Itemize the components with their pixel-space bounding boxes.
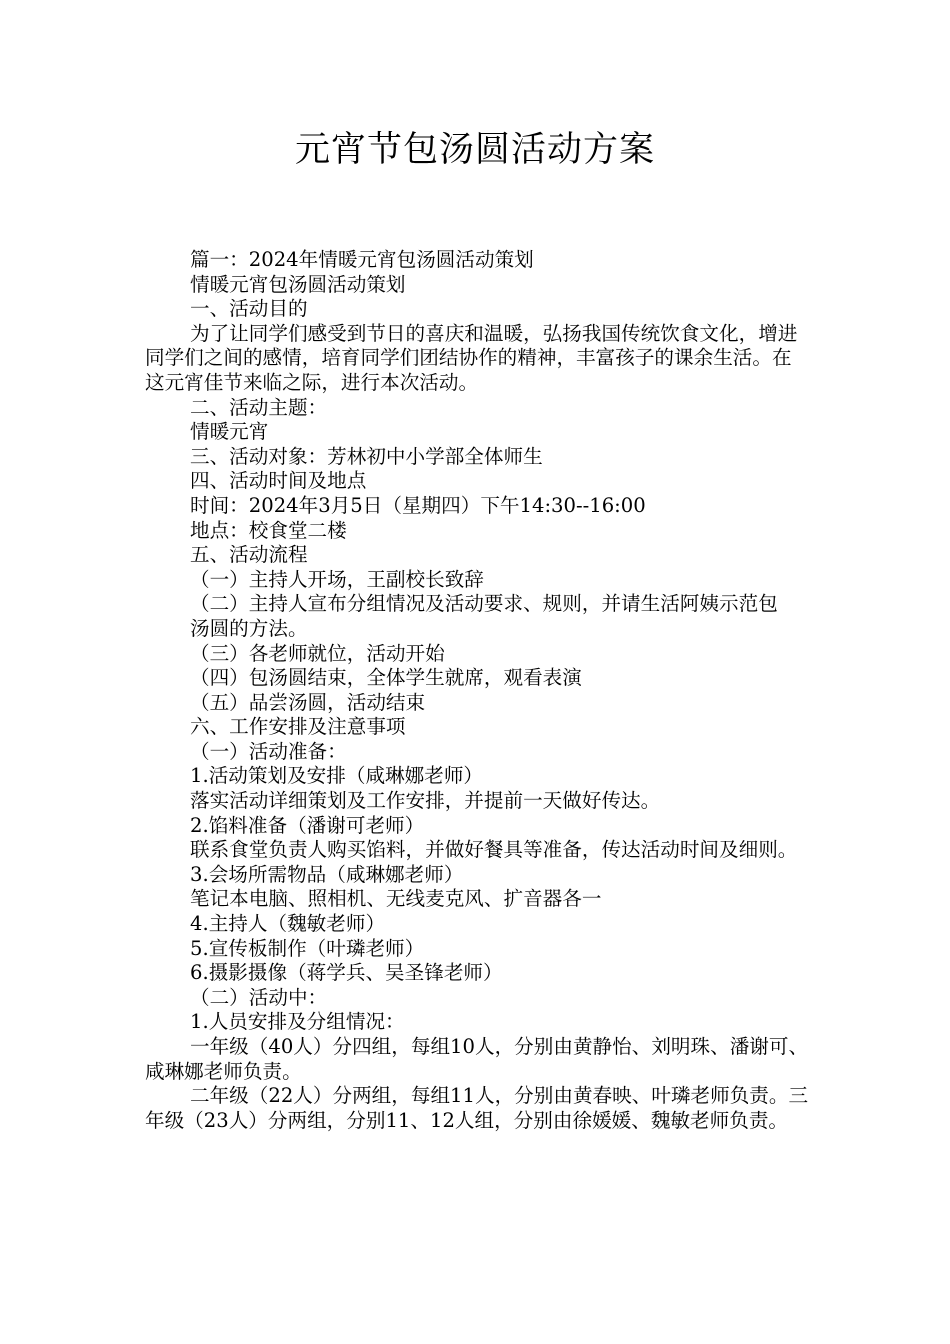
paragraph: 为了让同学们感受到节日的喜庆和温暖，弘扬我国传统饮食文化，增进同学们之间的感情，培育同学们团结协作的精神，丰富孩子的课余生活。在这元宵佳节来临之际，进行本次活动。	[145, 321, 798, 394]
paragraph: 地点：校食堂二楼	[190, 518, 347, 542]
paragraph: （四）包汤圆结束，全体学生就席，观看表演	[190, 666, 582, 690]
paragraph: （二）主持人宣布分组情况及活动要求、规则，并请生活阿姨示范包	[190, 592, 778, 616]
paragraph: 情暖元宵	[190, 420, 269, 444]
paragraph: 3.会场所需物品（咸琳娜老师）	[190, 862, 464, 886]
paragraph: 六、工作安排及注意事项	[190, 715, 406, 739]
paragraph: 一、活动目的	[190, 297, 308, 321]
document-body	[145, 248, 810, 1133]
paragraph: 三、活动对象：芳林初中小学部全体师生	[190, 444, 543, 468]
paragraph: 篇一：2024年情暖元宵包汤圆活动策划	[190, 248, 534, 271]
paragraph: 1.人员安排及分组情况：	[190, 1010, 405, 1034]
paragraph: 汤圆的方法。	[190, 616, 308, 640]
paragraph: 4.主持人（魏敏老师）	[190, 912, 386, 936]
paragraph: 联系食堂负责人购买馅料，并做好餐具等准备，传达活动时间及细则。	[190, 838, 798, 862]
paragraph: （一）活动准备：	[190, 739, 347, 763]
paragraph: 一年级（40人）分四组，每组10人，分别由黄静怡、刘明珠、潘谢可、咸琳娜老师负责。	[145, 1035, 809, 1083]
paragraph: 二年级（22人）分两组，每组11人，分别由黄春映、叶璘老师负责。三年级（23人）分两组，分别11、12人组，分别由徐媛媛、魏敏老师负责。	[145, 1084, 809, 1132]
paragraph: 情暖元宵包汤圆活动策划	[190, 272, 406, 296]
paragraph: （一）主持人开场，王副校长致辞	[190, 567, 484, 591]
paragraph: 2.馅料准备（潘谢可老师）	[190, 813, 425, 837]
paragraph: 二、活动主题：	[190, 395, 328, 419]
paragraph: 笔记本电脑、照相机、无线麦克风、扩音器各一	[190, 887, 602, 911]
paragraph: 5.宣传板制作（叶璘老师）	[190, 936, 425, 960]
paragraph: 五、活动流程	[190, 543, 308, 567]
paragraph: 落实活动详细策划及工作安排，并提前一天做好传达。	[190, 789, 661, 813]
paragraph: （二）活动中：	[190, 985, 328, 1009]
paragraph: （三）各老师就位，活动开始	[190, 641, 445, 665]
paragraph: 1.活动策划及安排（咸琳娜老师）	[190, 764, 484, 788]
document-title: 元宵节包汤圆活动方案	[294, 130, 655, 170]
paragraph: （五）品尝汤圆，活动结束	[190, 690, 426, 714]
paragraph: 6.摄影摄像（蒋学兵、吴圣锋老师）	[190, 961, 503, 985]
paragraph: 四、活动时间及地点	[190, 469, 367, 493]
paragraph: 时间：2024年3月5日（星期四）下午14:30--16:00	[190, 493, 646, 517]
